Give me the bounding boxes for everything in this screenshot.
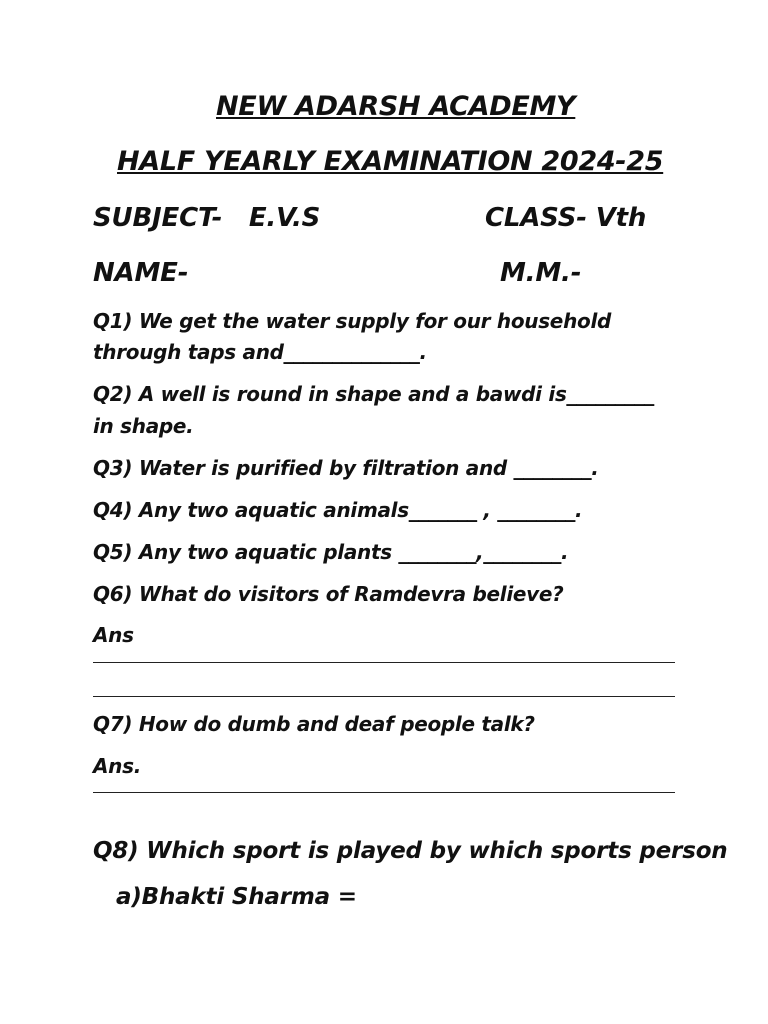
subject-label: SUBJECT- E.V.S — [93, 203, 321, 233]
question-3: Q3) Water is purified by filtration and ________. — [93, 456, 599, 480]
name-label: NAME- — [93, 258, 189, 288]
answer-line — [93, 696, 675, 697]
question-1-line-1: Q1) We get the water supply for our household — [93, 309, 612, 333]
question-4: Q4) Any two aquatic animals_______ , ________. — [93, 498, 583, 522]
question-5: Q5) Any two aquatic plants ________,________. — [93, 540, 569, 564]
exam-title: HALF YEARLY EXAMINATION 2024-25 — [117, 146, 664, 177]
max-marks-label: M.M.- — [500, 258, 582, 288]
question-6: Q6) What do visitors of Ramdevra believe? — [93, 582, 564, 606]
answer-line — [93, 792, 675, 793]
question-8-item-a: a)Bhakti Sharma = — [116, 884, 357, 910]
question-6-answer-label: Ans — [93, 623, 134, 647]
answer-line — [93, 662, 675, 663]
question-1-line-2: through taps and______________. — [93, 340, 427, 364]
question-7: Q7) How do dumb and deaf people talk? — [93, 712, 535, 736]
question-2-line-2: in shape. — [93, 414, 194, 438]
school-title: NEW ADARSH ACADEMY — [216, 91, 576, 122]
class-label: CLASS- Vth — [485, 203, 647, 233]
question-7-answer-label: Ans. — [93, 754, 142, 778]
question-8: Q8) Which sport is played by which sports person — [93, 838, 728, 864]
question-2-line-1: Q2) A well is round in shape and a bawdi is_________ — [93, 382, 654, 406]
